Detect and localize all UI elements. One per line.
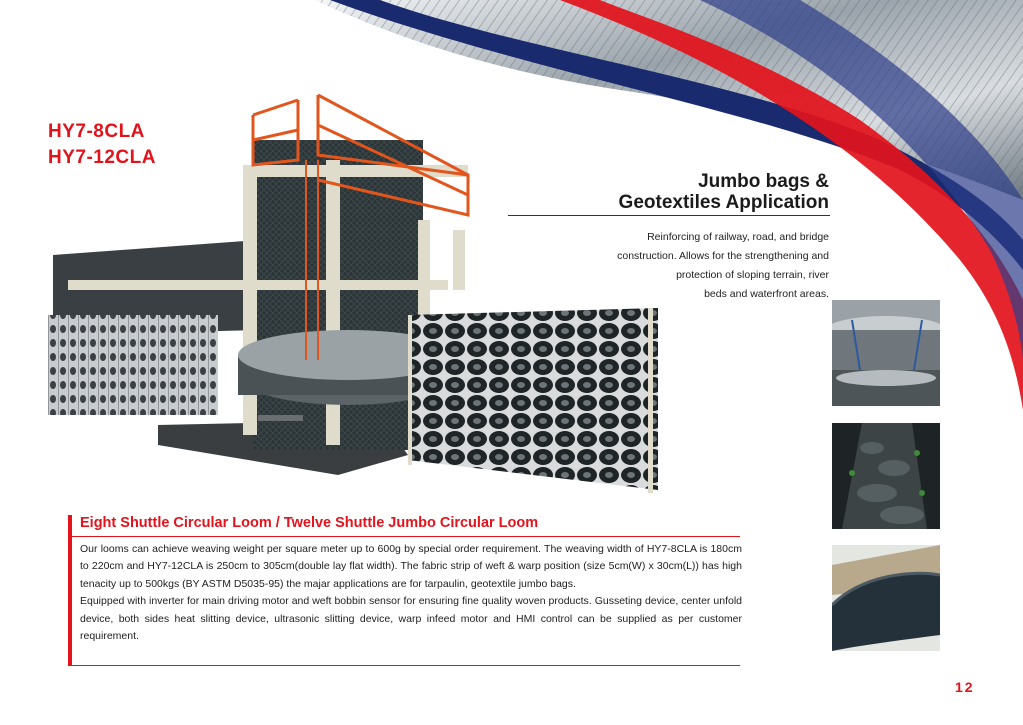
section-title: Eight Shuttle Circular Loom / Twelve Shuttle Jumbo Circular Loom	[80, 515, 539, 531]
section-accent-bar	[68, 515, 72, 665]
model-name-2: HY7-12CLA	[48, 147, 156, 168]
model-name-1: HY7-8CLA	[48, 121, 145, 142]
thumbnail-loom-detail-photo	[832, 300, 940, 406]
page-number: 12	[955, 679, 975, 695]
application-description-line: Reinforcing of railway, road, and bridge	[647, 231, 829, 243]
thumbnail-geotextile-bags-photo	[832, 423, 940, 529]
application-title-line-2: Geotextiles Application	[618, 192, 829, 213]
geotextile-bags-graphic	[832, 423, 940, 529]
application-title	[619, 171, 829, 213]
section-bottom-divider	[68, 665, 740, 666]
section-paragraph-2: Equipped with inverter for main driving motor and weft bobbin sensor for ensuring fine quality woven products. Gusseting device, center unfold device, both sides heat slitting device, ultrasonic slitting device, warp infeed motor and HMI control can be supplied as per customer requirement.	[80, 595, 742, 643]
application-description-line: protection of sloping terrain, river	[676, 269, 829, 281]
geotube-graphic	[832, 545, 940, 651]
application-description	[549, 228, 829, 304]
loom-detail-graphic	[832, 300, 940, 406]
section-body	[80, 541, 742, 645]
application-description-line: beds and waterfront areas.	[704, 288, 829, 300]
application-title-divider	[508, 215, 830, 216]
section-paragraph-1: Our looms can achieve weaving weight per square meter up to 600g by special order requirement. The weaving width of HY7-8CLA is 180cm to 220cm and HY7-12CLA is 250cm to 305cm(double lay flat width). The fabric strip of weft & warp position (size 5cm(W) x 30cm(L)) has high tenacity up to 500kgs (BY ASTM D5035-95) the majar applications are for tarpaulin, geotextile jumbo bags.	[80, 543, 742, 590]
application-title-line-1: Jumbo bags &	[698, 171, 829, 192]
section-title-divider	[68, 536, 740, 537]
application-description-line: construction. Allows for the strengthening and	[617, 250, 829, 262]
thumbnail-geotube-photo	[832, 545, 940, 651]
